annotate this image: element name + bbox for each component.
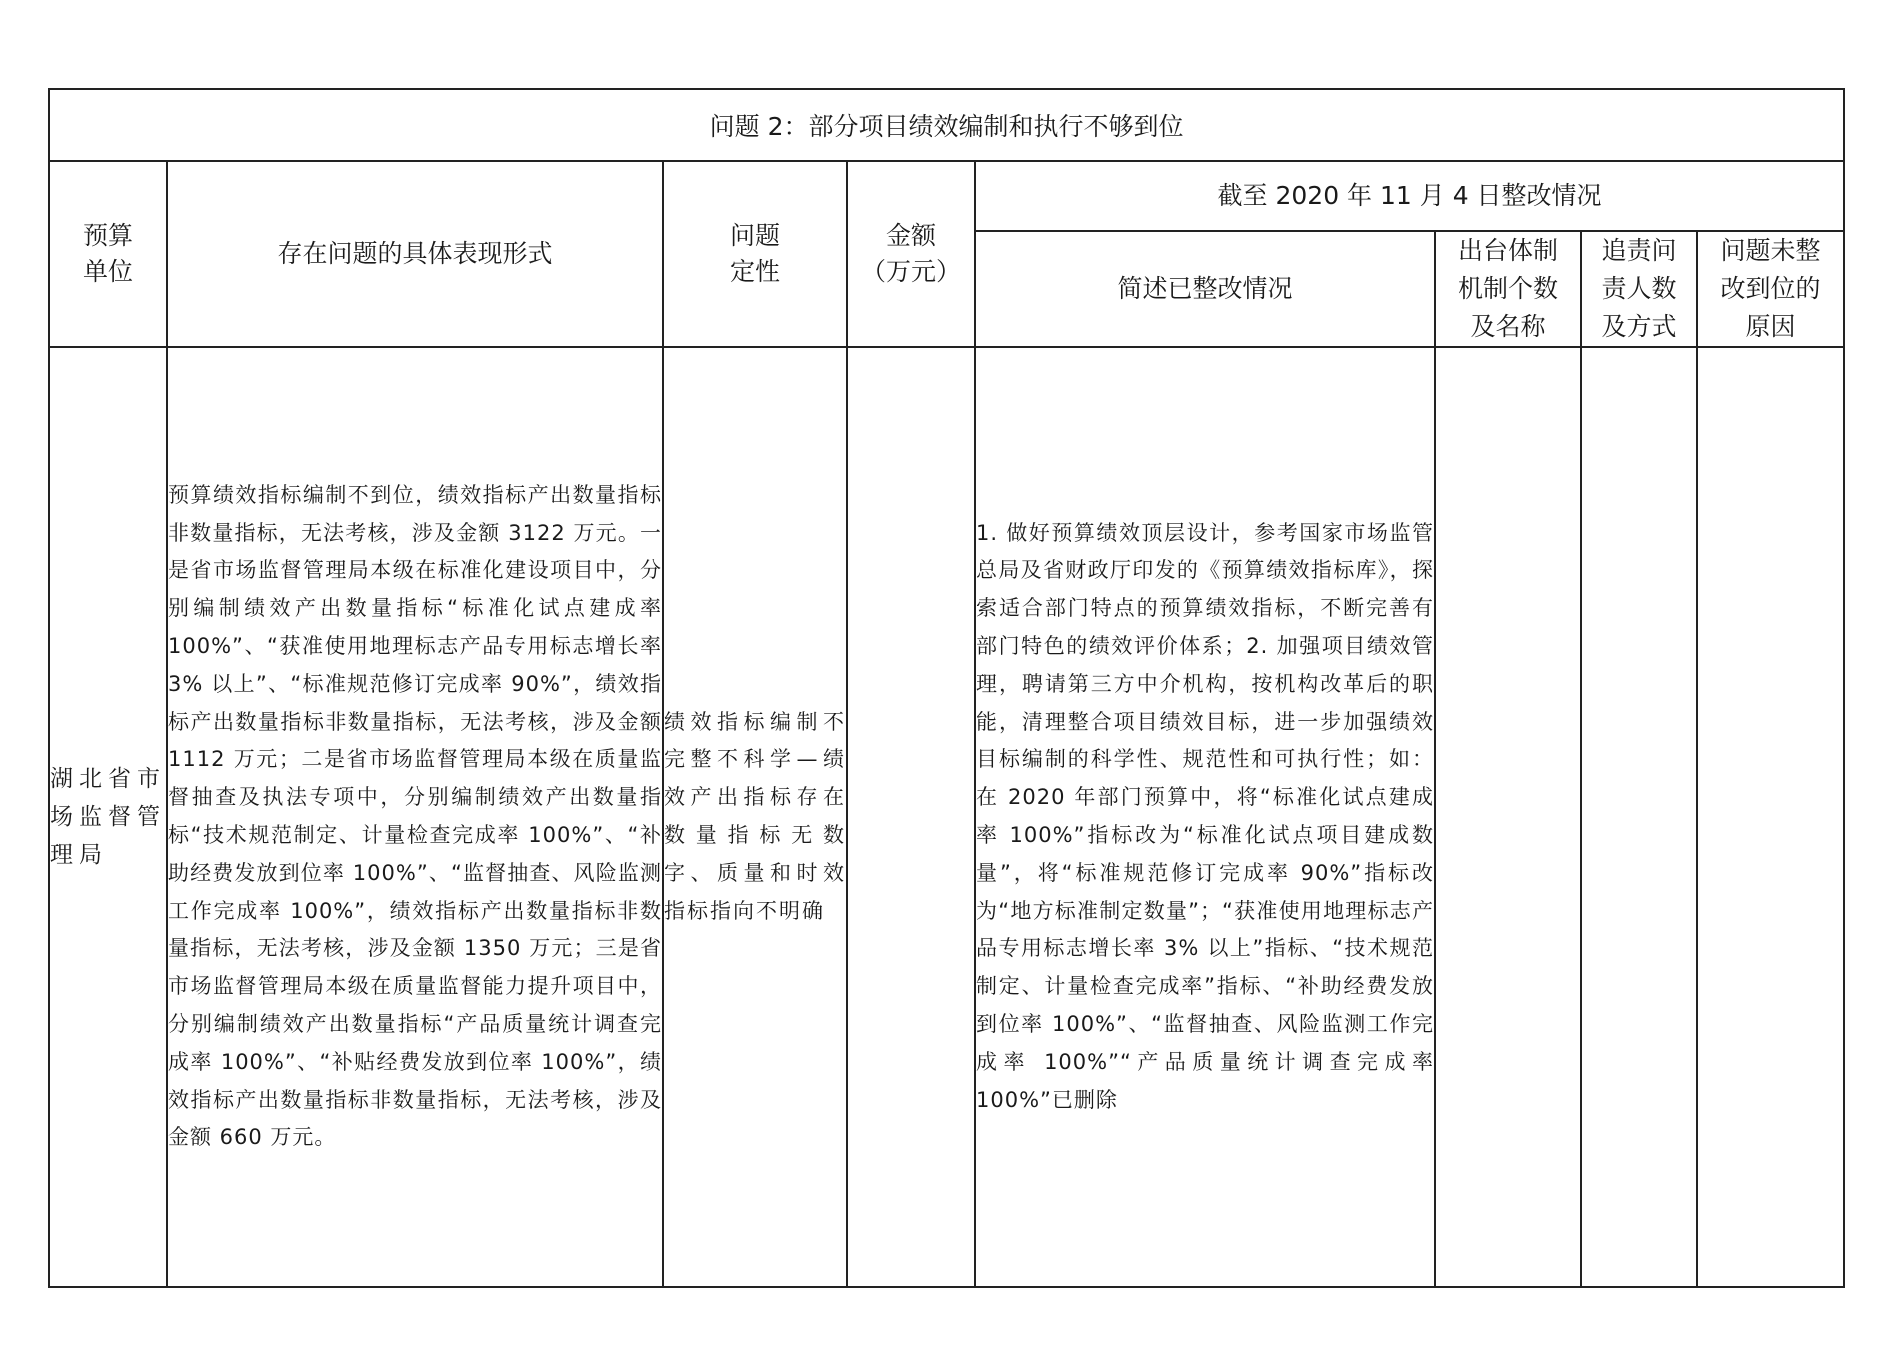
cell-mechanism bbox=[1435, 347, 1581, 1287]
cell-unit: 湖北省市场监督管理局 bbox=[49, 347, 167, 1287]
header-status-group: 截至 2020 年 11 月 4 日整改情况 bbox=[975, 161, 1844, 231]
header-problem: 存在问题的具体表现形式 bbox=[167, 161, 663, 347]
cell-nature: 绩效指标编制不完整不科学—绩效产出指标存在数量指标无数字、质量和时效指标指向不明确 bbox=[663, 347, 847, 1287]
header-unit: 预算 单位 bbox=[49, 161, 167, 347]
table-row bbox=[49, 347, 1844, 1287]
cell-problem: 预算绩效指标编制不到位，绩效指标产出数量指标非数量指标，无法考核，涉及金额 3122 万元。一是省市场监督管理局本级在标准化建设项目中，分别编制绩效产出数量指标“标准化试点建成率 100%”、“获准使用地理标志产品专用标志增长率 3% 以上”、“标准规范修订完成率 90%”，绩效指标产出数量指标非数量指标，无法考核，涉及金额 1112 万元；二是省市场监督管理局本级在质量监督抽查及执法专项中，分别编制绩效产出数量指标“技术规范制定、计量检查完成率 100%”、“补助经费发放到位率 100%”、“监督抽查、风险监测工作完成率 100%”，绩效指标产出数量指标非数量指标，无法考核，涉及金额 1350 万元；三是省市场监督管理局本级在质量监督能力提升项目中，分别编制绩效产出数量指标“产品质量统计调查完成率 100%”、“补贴经费发放到位率 100%”，绩效指标产出数量指标非数量指标，无法考核，涉及金额 660 万元。 bbox=[167, 347, 663, 1287]
header-accountability: 追责问 责人数 及方式 bbox=[1581, 231, 1697, 347]
header-mechanism: 出台体制 机制个数 及名称 bbox=[1435, 231, 1581, 347]
header-unresolved: 问题未整 改到位的 原因 bbox=[1697, 231, 1844, 347]
cell-amount bbox=[847, 347, 975, 1287]
cell-summary: 1. 做好预算绩效顶层设计，参考国家市场监管总局及省财政厅印发的《预算绩效指标库》，探索适合部门特点的预算绩效指标，不断完善有部门特色的绩效评价体系；2. 加强项目绩效管理，聘请第三方中介机构，按机构改革后的职能，清理整合项目绩效目标，进一步加强绩效目标编制的科学性、规范性和可执行性；如：在 2020 年部门预算中，将“标准化试点建成率 100%”指标改为“标准化试点项目建成数量”，将“标准规范修订完成率 90%”指标改为“地方标准制定数量”；“获准使用地理标志产品专用标志增长率 3% 以上”指标、“技术规范制定、计量检查完成率”指标、“补助经费发放到位率 100%”、“监督抽查、风险监测工作完成率 100%”“产品质量统计调查完成率 100%”已删除 bbox=[975, 347, 1435, 1287]
header-summary: 简述已整改情况 bbox=[975, 231, 1435, 347]
header-nature: 问题 定性 bbox=[663, 161, 847, 347]
cell-accountability bbox=[1581, 347, 1697, 1287]
cell-unresolved bbox=[1697, 347, 1844, 1287]
header-amount: 金额 （万元） bbox=[847, 161, 975, 347]
table-title: 问题 2：部分项目绩效编制和执行不够到位 bbox=[49, 89, 1844, 161]
rectification-table bbox=[48, 88, 1845, 1288]
